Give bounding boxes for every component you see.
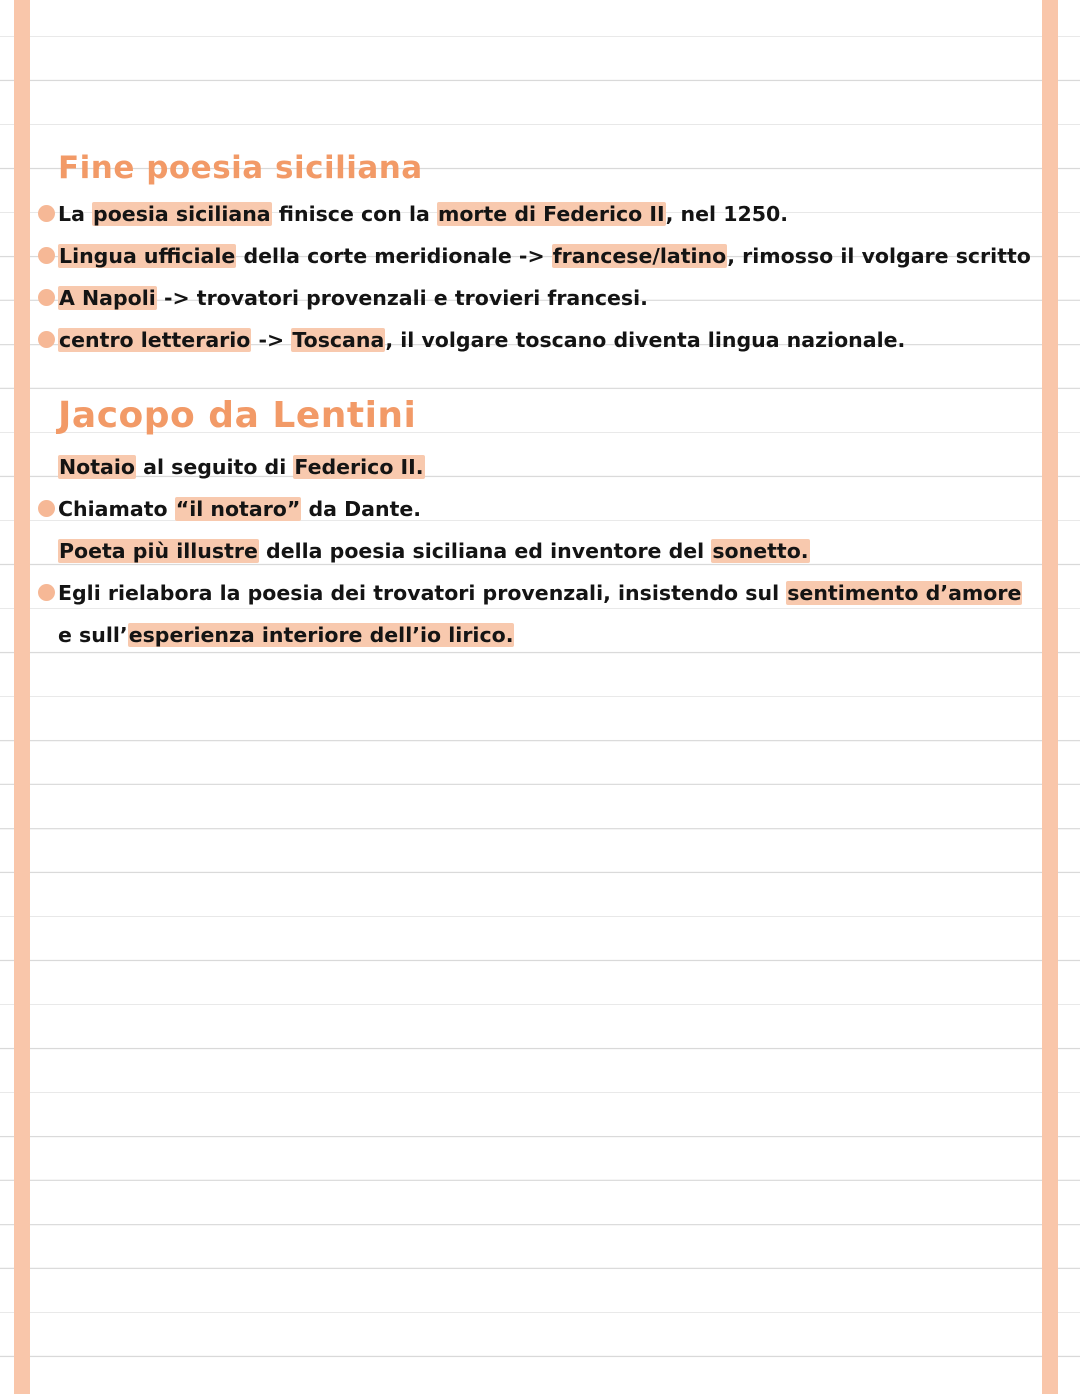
- bullet-dot: [38, 205, 55, 222]
- text-line: [58, 242, 1031, 270]
- text-segment: della poesia siciliana ed inventore del: [258, 539, 712, 563]
- text-segment: , nel 1250.: [665, 202, 789, 226]
- section-title-jacopo: Jacopo da Lentini: [58, 395, 417, 436]
- left-margin-stripe: [14, 0, 30, 1394]
- highlighted-text: A Napoli: [59, 286, 156, 310]
- text-line: [58, 284, 648, 312]
- text-segment: e sull’: [58, 623, 128, 647]
- text-segment: Chiamato: [58, 497, 175, 521]
- text-line: [58, 453, 425, 481]
- bullet-dot: [38, 247, 55, 264]
- text-line: [58, 621, 514, 649]
- bullet-dot: [38, 500, 55, 517]
- highlighted-text: centro letterario: [59, 328, 251, 352]
- text-line: [58, 537, 810, 565]
- text-segment: ->: [251, 328, 292, 352]
- highlighted-text: Notaio: [59, 455, 135, 479]
- text-line: [58, 495, 421, 523]
- highlighted-text: esperienza interiore dell’io lirico.: [128, 623, 514, 647]
- text-segment: -> trovatori provenzali e trovieri francesi.: [156, 286, 648, 310]
- text-segment: , rimosso il volgare scritto: [727, 244, 1031, 268]
- highlighted-text: francese/latino: [552, 244, 727, 268]
- highlighted-text: sentimento d’amore: [787, 581, 1022, 605]
- text-segment: La: [58, 202, 93, 226]
- text-line: [58, 200, 788, 228]
- highlighted-text: Toscana: [292, 328, 385, 352]
- bullet-dot: [38, 331, 55, 348]
- highlighted-text: Lingua ufficiale: [59, 244, 236, 268]
- highlighted-text: poesia siciliana: [93, 202, 271, 226]
- text-segment: della corte meridionale ->: [236, 244, 552, 268]
- text-segment: al seguito di: [135, 455, 294, 479]
- text-line: [58, 579, 1022, 607]
- text-line: [58, 326, 905, 354]
- text-segment: , il volgare toscano diventa lingua nazionale.: [385, 328, 906, 352]
- text-segment: Egli rielabora la poesia dei trovatori provenzali, insistendo sul: [58, 581, 787, 605]
- highlighted-text: Federico II.: [294, 455, 424, 479]
- bullet-dot: [38, 289, 55, 306]
- section-title-fine-poesia: Fine poesia siciliana: [58, 150, 423, 186]
- highlighted-text: morte di Federico II: [437, 202, 665, 226]
- highlighted-text: sonetto.: [712, 539, 809, 563]
- highlighted-text: “il notaro”: [175, 497, 301, 521]
- text-segment: da Dante.: [301, 497, 422, 521]
- bullet-dot: [38, 584, 55, 601]
- text-segment: finisce con la: [271, 202, 437, 226]
- right-margin-stripe: [1042, 0, 1058, 1394]
- highlighted-text: Poeta più illustre: [59, 539, 258, 563]
